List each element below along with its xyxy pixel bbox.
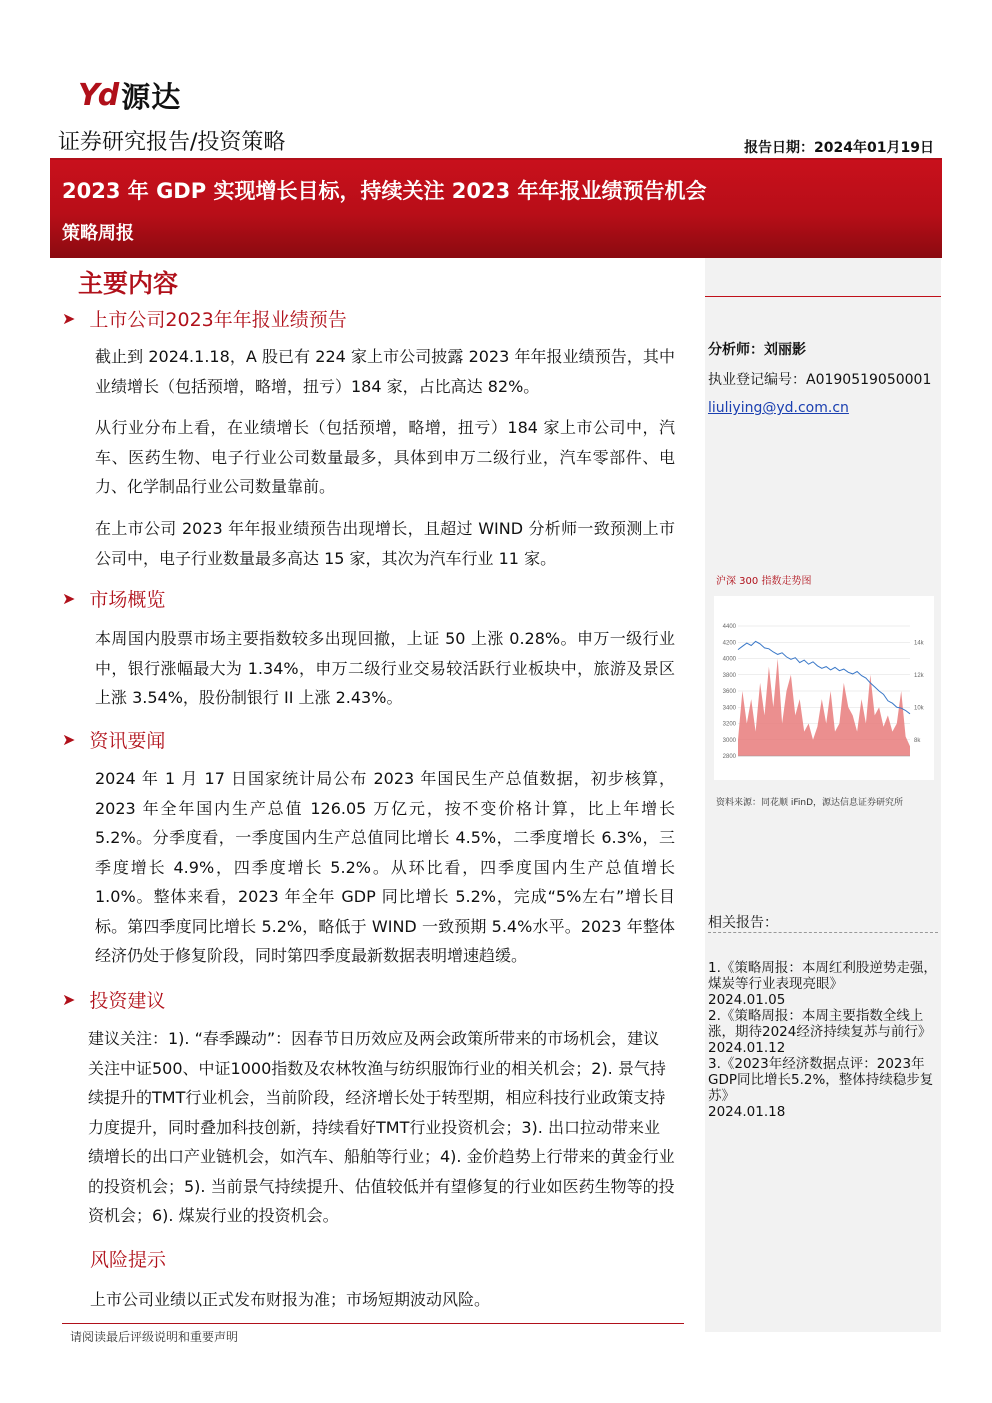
y-tick-label: 2800 (722, 754, 736, 760)
related-report-date: 2024.01.12 (708, 1040, 786, 1056)
section-title (62, 585, 165, 612)
section-title (62, 726, 165, 753)
related-reports-title: 相关报告： (708, 915, 778, 931)
analyst-name: 分析师：刘丽影 (708, 342, 806, 358)
y-tick-label: 3800 (722, 672, 736, 679)
paragraph: 建议关注：1). “春季躁动”：因春节日历效应及两会政策所带来的市场机会，建议关注中证500、中证1000指数及农林牧渔与纺织服饰行业的相关机会；2). 景气持续提升的TMT行业机会，当前阶段，经济增长处于转型期，相应科技行业政策支持力度提升，同时叠加科技创新，持续看好TMT行业投资机会；3). 出口拉动带来业绩增长的出口产业链机会，如汽车、船舶等行业；4). 金价趋势上行带来的黄金行业的投资机会；5). 当前景气持续提升、估值较低并有望修复的行业如医药生物等的投资机会；6). 煤炭行业的投资机会。 (88, 1029, 675, 1225)
paragraph: 2024 年 1 月 17 日国家统计局公布 2023 年国民生产总值数据，初步核算，2023 年全年国内生产总值 126.05 万亿元，按不变价格计算，比上年增长 5.2%。分季度看，一季度国内生产总值同比增长 4.5%，二季度增长 6.3%，三季度增长 4.9%，四季度增长 5.2%。从环比看，四季度国内生产总值增长 1.0%。整体来看，2023 年全年 GDP 同比增长 5.2%，完成“5%左右”增长目标。第四季度同比增长 5.2%，略低于 WIND 一致预期 5.4%水平。2023 年整体经济仍处于修复阶段，同时第四季度最新数据表明增速趋缓。 (95, 769, 675, 965)
paragraph: 在上市公司 2023 年年报业绩预告出现增长，且超过 WIND 分析师一致预测上市公司中，电子行业数量最多高达 15 家，其次为汽车行业 11 家。 (95, 519, 675, 568)
y-tick-label: 3600 (722, 689, 736, 695)
footer-rule (62, 1323, 684, 1324)
related-report-item[interactable]: 1.《策略周报：本周红利股逆势走强，煤炭等行业表现亮眼》 (708, 960, 937, 992)
arrow-icon: ➤ (62, 730, 76, 749)
risk-title: 风险提示 (90, 1249, 167, 1271)
y2-tick-label: 12k (914, 672, 924, 679)
arrow-icon: ➤ (62, 309, 76, 328)
logo-mark: Yd (78, 77, 118, 113)
section-title-text: 上市公司2023年年报业绩预告 (89, 309, 347, 331)
chart-source: 资料来源：同花顺 iFinD，源达信息证券研究所 (716, 798, 904, 808)
report-type: 证券研究报告/投资策略 (58, 130, 286, 155)
license-number: 执业登记编号：A0190519050001 (708, 372, 932, 388)
arrow-icon: ➤ (62, 589, 76, 608)
report-subtitle: 策略周报 (62, 223, 134, 244)
section-title-text: 市场概览 (89, 589, 166, 611)
analyst-email-link[interactable]: liuliying@yd.com.cn (708, 400, 849, 416)
section-title (62, 986, 165, 1013)
y-tick-label: 3000 (722, 737, 736, 744)
line-series (738, 641, 910, 713)
arrow-icon: ➤ (62, 990, 76, 1009)
footer-disclaimer: 请阅读最后评级说明和重要声明 (70, 1330, 239, 1344)
report-date: 报告日期：2024年01月19日 (744, 140, 934, 156)
section-title-text: 资讯要闻 (89, 730, 166, 752)
related-report-date: 2024.01.05 (708, 992, 786, 1008)
y-tick-label: 4200 (722, 640, 736, 647)
y-tick-label: 4000 (722, 656, 736, 663)
y-tick-label: 4400 (722, 624, 736, 630)
y-tick-label: 3400 (722, 705, 736, 712)
report-title: 2023 年 GDP 实现增长目标，持续关注 2023 年年报业绩预告机会 (62, 179, 707, 203)
index-chart (714, 596, 934, 780)
main-heading: 主要内容 (78, 269, 179, 298)
related-reports-list (708, 960, 944, 1120)
section-title (62, 305, 347, 332)
logo (78, 78, 181, 112)
y2-tick-label: 8k (914, 737, 921, 744)
logo-text: 源达 (121, 79, 182, 114)
chart-title: 沪深 300 指数走势图 (716, 576, 812, 587)
related-report-date: 2024.01.18 (708, 1104, 786, 1120)
y2-tick-label: 10k (914, 705, 924, 712)
paragraph: 截止到 2024.1.18，A 股已有 224 家上市公司披露 2023 年年报业绩预告，其中业绩增长（包括预增，略增，扭亏）184 家，占比高达 82%。 (95, 347, 675, 396)
related-rule (708, 932, 938, 934)
paragraph: 本周国内股票市场主要指数较多出现回撤，上证 50 上涨 0.28%。申万一级行业中，银行涨幅最大为 1.34%，申万二级行业交易较活跃行业板块中，旅游及景区上涨 3.54%，股份制银行 II 上涨 2.43%。 (95, 629, 675, 707)
y-tick-label: 3200 (722, 721, 736, 728)
section-title-text: 投资建议 (89, 990, 166, 1012)
sidebar-rule (705, 296, 941, 297)
y2-tick-label: 14k (914, 640, 924, 647)
related-report-item[interactable]: 2.《策略周报：本周主要指数全线上涨，期待2024经济持续复苏与前行》 (708, 1008, 932, 1040)
chart-panel (714, 596, 934, 780)
risk-text: 上市公司业绩以正式发布财报为准；市场短期波动风险。 (90, 1290, 491, 1309)
related-report-item[interactable]: 3.《2023年经济数据点评：2023年GDP同比增长5.2%，整体持续稳步复苏》 (708, 1056, 934, 1104)
paragraph: 从行业分布上看，在业绩增长（包括预增，略增，扭亏）184 家上市公司中，汽车、医药生物、电子行业公司数量最多，具体到申万二级行业，汽车零部件、电力、化学制品行业公司数量靠前。 (95, 418, 675, 496)
